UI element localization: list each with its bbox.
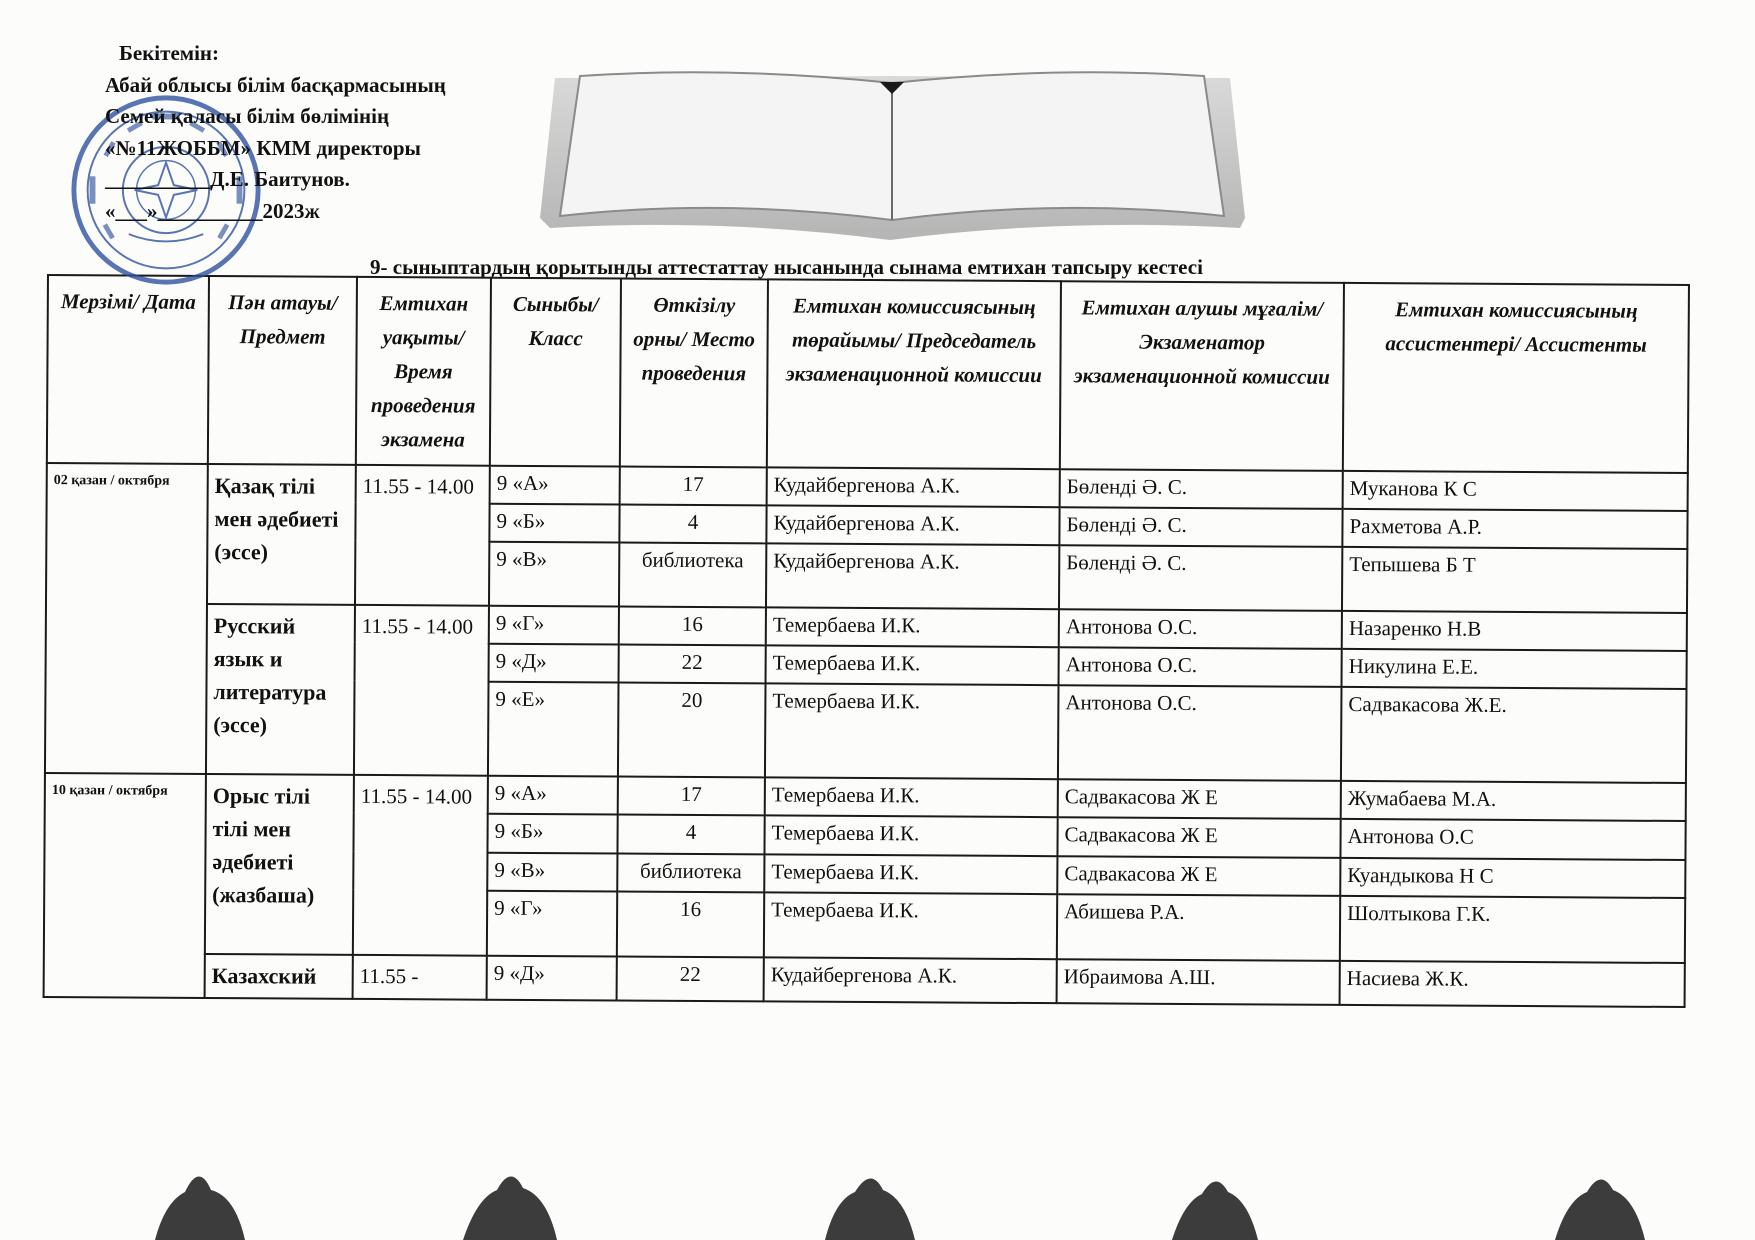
place-cell: 17 — [620, 467, 767, 506]
assistant-cell: Рахметова А.Р. — [1342, 509, 1687, 549]
chair-cell: Темербаева И.К. — [764, 892, 1057, 959]
approval-org-line: Абай облысы білім басқармасының — [105, 72, 446, 97]
chair-cell: Кудайбергенова А.К. — [766, 544, 1059, 609]
header-place: Өткізілу орны/ Место проведения — [620, 279, 768, 468]
assistant-cell: Назаренко Н.В — [1342, 611, 1687, 651]
table-row — [44, 953, 1685, 1007]
examiner-cell: Бөленді Ә. С. — [1060, 469, 1343, 509]
header-date: Мерзімі/ Дата — [47, 275, 209, 464]
subject-cell: Орыс тілі тілі мен әдебиеті (жазбаша) — [205, 774, 354, 955]
examiner-cell: Абишева Р.А. — [1057, 894, 1340, 961]
chair-cell: Кудайбергенова А.К. — [764, 958, 1057, 1004]
open-book-icon — [540, 68, 1245, 240]
class-cell: 9 «Г» — [487, 890, 617, 956]
approval-dept-line: Семей қаласы білім бөлімінің — [105, 104, 390, 128]
class-cell: 9 «Д» — [487, 956, 617, 1001]
assistant-cell: Шолтыкова Г.К. — [1340, 896, 1685, 964]
assistant-cell: Садвакасова Ж.Е. — [1341, 687, 1687, 783]
place-cell: 4 — [619, 505, 766, 544]
class-cell: 9 «В» — [487, 852, 617, 891]
chair-cell: Темербаева И.К. — [764, 816, 1057, 856]
place-cell: библиотека — [619, 543, 766, 607]
examiner-cell: Бөленді Ә. С. — [1059, 507, 1342, 547]
class-cell: 9 «Е» — [488, 682, 619, 777]
class-cell: 9 «Б» — [487, 814, 617, 853]
table-header-row — [47, 275, 1689, 473]
assistant-cell: Никулина Е.Е. — [1342, 649, 1687, 689]
approval-director-line: «№11ЖОББМ» КММ директоры — [105, 135, 421, 160]
subject-cell: Казахский — [205, 954, 353, 999]
date-cell: 10 қазан / октября — [44, 773, 206, 998]
time-cell: 11.55 - 14.00 — [353, 775, 488, 956]
class-cell: 9 «А» — [488, 776, 618, 815]
assistant-cell: Тепышева Б Т — [1342, 547, 1687, 612]
examiner-cell: Антонова О.С. — [1059, 647, 1342, 687]
chair-cell: Темербаева И.К. — [766, 645, 1059, 685]
class-cell: 9 «В» — [489, 542, 619, 606]
header-chair: Емтихан комиссиясының төрайымы/ Председатель экзаменационной комиссии — [767, 279, 1061, 469]
class-cell: 9 «Б» — [489, 504, 619, 543]
approval-signature-line: __________Д.Е. Баитунов. — [105, 167, 350, 191]
chair-cell: Темербаева И.К. — [766, 607, 1059, 647]
chair-cell: Темербаева И.К. — [765, 778, 1058, 818]
examiner-cell: Садвакасова Ж Е — [1058, 779, 1341, 819]
scan-blot-icon — [1545, 1162, 1653, 1240]
examiner-cell: Ибраимова А.Ш. — [1057, 959, 1340, 1004]
examiner-cell: Антонова О.С. — [1059, 609, 1342, 649]
approval-block — [105, 38, 446, 227]
scan-blot-icon — [1160, 1162, 1268, 1240]
place-cell: 22 — [619, 644, 766, 683]
exam-schedule-table — [43, 274, 1690, 1008]
approval-date-line: «___»__________2023ж — [105, 198, 320, 223]
examiner-cell: Антонова О.С. — [1058, 685, 1342, 781]
time-cell: 11.55 - 14.00 — [355, 465, 490, 606]
chair-cell: Кудайбергенова А.К. — [767, 467, 1060, 507]
place-cell: 16 — [619, 606, 766, 645]
assistant-cell: Жумабаева М.А. — [1341, 781, 1686, 821]
place-cell: 22 — [617, 957, 764, 1002]
subject-cell: Қазақ тілі мен әдебиеті (эссе) — [207, 464, 356, 605]
header-examiner: Емтихан алушы мұғалім/ Экзаменатор экзаменационной комиссии — [1060, 281, 1344, 471]
header-class: Сыныбы/ Класс — [490, 278, 621, 467]
examiner-cell: Садвакасова Ж Е — [1057, 818, 1340, 858]
place-cell: 17 — [618, 777, 765, 816]
examiner-cell: Бөленді Ә. С. — [1059, 546, 1342, 611]
header-subject: Пән атауы/ Предмет — [208, 276, 357, 465]
assistant-cell: Насиева Ж.К. — [1340, 961, 1685, 1007]
class-cell: 9 «А» — [490, 466, 620, 505]
time-cell: 11.55 - — [353, 955, 487, 1000]
document-title: 9- сыныптардың қорытынды аттестаттау нысанында сынама емтихан тапсыру кестесі — [370, 255, 1203, 279]
class-cell: 9 «Д» — [489, 644, 619, 683]
date-cell: 02 қазан / октября — [45, 463, 208, 774]
header-time: Емтихан уақыты/ Время проведения экзамена — [356, 277, 491, 466]
chair-cell: Кудайбергенова А.К. — [766, 506, 1059, 546]
scan-blot-icon — [455, 1162, 563, 1240]
place-cell: 4 — [617, 815, 764, 854]
assistant-cell: Антонова О.С — [1340, 819, 1685, 859]
header-assistants: Емтихан комиссиясының ассистентері/ Ассистенты — [1343, 283, 1689, 473]
assistant-cell: Куандыкова Н С — [1340, 857, 1685, 897]
scan-blot-icon — [145, 1162, 253, 1240]
subject-cell: Русский язык и литература (эссе) — [206, 604, 355, 775]
class-cell: 9 «Г» — [489, 605, 619, 644]
approval-heading: Бекітемін: — [119, 41, 220, 65]
place-cell: 20 — [618, 683, 766, 778]
time-cell: 11.55 - 14.00 — [354, 605, 489, 776]
examiner-cell: Садвакасова Ж Е — [1057, 856, 1340, 896]
place-cell: библиотека — [617, 853, 764, 892]
assistant-cell: Муканова К С — [1343, 471, 1688, 511]
chair-cell: Темербаева И.К. — [765, 684, 1059, 780]
place-cell: 16 — [617, 891, 764, 957]
scan-blot-icon — [815, 1162, 923, 1240]
chair-cell: Темербаева И.К. — [764, 854, 1057, 894]
